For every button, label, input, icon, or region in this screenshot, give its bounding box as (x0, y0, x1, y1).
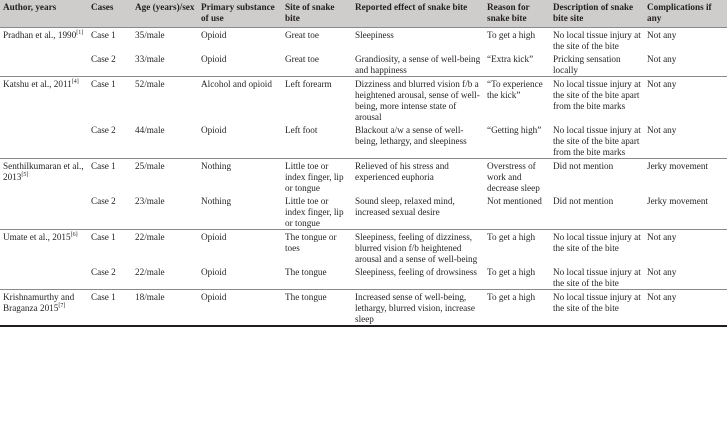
cell-case: Case 2 (91, 196, 116, 206)
cell-author (0, 52, 88, 77)
table-row (0, 230, 727, 266)
cell-case: Case 1 (88, 28, 132, 53)
table-row (0, 265, 727, 290)
author-text: Umate et al., 2015 (3, 232, 71, 242)
cell-complications: Not any (647, 267, 677, 277)
cell-age: 22/male (135, 267, 165, 277)
cell-case: Case 1 (88, 77, 132, 124)
cell-reason: Overstress of work and decrease sleep (484, 159, 550, 195)
cell-author (0, 290, 88, 327)
table-header-row (0, 0, 727, 28)
cell-substance: Opioid (201, 125, 227, 135)
cell-author (0, 77, 88, 124)
header-description: Description of snake bite site (550, 0, 644, 28)
cell-effect: Sleepiness, feeling of dizziness, blurred vision f/b heightened arousal and a sense of well-being (352, 230, 484, 266)
author-text: Katshu et al., 2011 (3, 79, 72, 89)
cell-author (0, 265, 88, 290)
author-reference: [1] (76, 29, 84, 36)
cell-description: No local tissue injury at the site of the bite apart from the bite marks (553, 125, 641, 157)
cell-substance: Opioid (201, 54, 227, 64)
cell-complications: Not any (644, 28, 727, 53)
cell-description: No local tissue injury at the site of the bite apart from the bite marks (550, 77, 644, 124)
table-row (0, 123, 727, 159)
cell-reason: “Extra kick” (487, 54, 534, 64)
cell-site: The tongue (282, 290, 352, 327)
cell-description: No local tissue injury at the site of the bite (550, 230, 644, 266)
author-reference: [4] (71, 78, 79, 85)
cell-substance: Nothing (198, 159, 282, 195)
cell-age: 25/male (132, 159, 198, 195)
cell-age: 23/male (135, 196, 165, 206)
cell-substance: Opioid (201, 267, 227, 277)
cell-site: The tongue (285, 267, 327, 277)
table-row (0, 159, 727, 195)
cell-case: Case 2 (91, 267, 116, 277)
cell-age: 33/male (135, 54, 165, 64)
cell-reason: To get a high (484, 28, 550, 53)
author-text: Senthilkumaran et al., 2013 (3, 161, 84, 182)
cell-reason: “Getting high” (487, 125, 542, 135)
author-reference: [5] (21, 171, 29, 178)
header-age: Age (years)/sex (132, 0, 198, 28)
cell-author (0, 28, 88, 53)
author-reference: [7] (58, 302, 66, 309)
header-reason: Reason for snake bite (484, 0, 550, 28)
cell-description: No local tissue injury at the site of the bite (550, 290, 644, 327)
cell-site: Left foot (285, 125, 318, 135)
cell-effect: Increased sense of well-being, lethargy, blurred vision, increase sleep (352, 290, 484, 327)
table-row (0, 77, 727, 124)
header-complications: Complications if any (644, 0, 727, 28)
cell-effect: Relieved of his stress and experienced euphoria (352, 159, 484, 195)
cell-age: 35/male (132, 28, 198, 53)
cell-substance: Opioid (198, 290, 282, 327)
cell-age: 52/male (132, 77, 198, 124)
cell-reason: To get a high (484, 230, 550, 266)
cell-complications: Not any (647, 54, 677, 64)
cell-complications: Jerky movement (647, 196, 708, 206)
cell-site: Great toe (282, 28, 352, 53)
cell-age: 22/male (132, 230, 198, 266)
author-reference: [6] (70, 231, 78, 238)
cell-site: Left forearm (282, 77, 352, 124)
cell-site: Great toe (285, 54, 319, 64)
author-text: Pradhan et al., 1990 (3, 30, 77, 40)
cell-effect: Sound sleep, relaxed mind, increased sexual desire (355, 196, 455, 217)
cell-description: No local tissue injury at the site of the bite (553, 267, 641, 288)
cell-case: Case 1 (88, 290, 132, 327)
header-site: Site of snake bite (282, 0, 352, 28)
cell-author (0, 230, 88, 266)
cell-complications: Not any (644, 77, 727, 124)
cell-author (0, 194, 88, 230)
header-author: Author, years (0, 0, 88, 28)
cell-description: No local tissue injury at the site of the bite (550, 28, 644, 53)
cell-reason: “To experience the kick” (484, 77, 550, 124)
cell-description: Did not mention (550, 159, 644, 195)
cell-complications: Jerky movement (644, 159, 727, 195)
cell-reason: To get a high (484, 290, 550, 327)
cell-description: Did not mention (553, 196, 614, 206)
table-row (0, 52, 727, 77)
cell-substance: Nothing (201, 196, 232, 206)
cell-site: The tongue or toes (282, 230, 352, 266)
header-substance: Primary substance of use (198, 0, 282, 28)
cell-substance: Opioid (198, 230, 282, 266)
author-text: Krishnamurthy and Braganza 2015 (3, 292, 75, 313)
cell-complications: Not any (647, 125, 677, 135)
cell-case: Case 1 (88, 159, 132, 195)
table-row (0, 194, 727, 230)
cell-reason: To get a high (487, 267, 536, 277)
cell-substance: Opioid (198, 28, 282, 53)
cell-complications: Not any (644, 230, 727, 266)
cell-author (0, 159, 88, 195)
cell-substance: Alcohol and opioid (198, 77, 282, 124)
cell-case: Case 1 (88, 230, 132, 266)
cell-effect: Sleepiness (352, 28, 484, 53)
cell-author (0, 123, 88, 159)
cell-complications: Not any (644, 290, 727, 327)
cell-effect: Blackout a/w a sense of well-being, lethargy, and sleepiness (355, 125, 467, 146)
cell-effect: Grandiosity, a sense of well-being and happiness (355, 54, 481, 75)
cell-reason: Not mentioned (487, 196, 542, 206)
table-row (0, 28, 727, 53)
cell-age: 44/male (135, 125, 165, 135)
header-effect: Reported effect of snake bite (352, 0, 484, 28)
cell-case: Case 2 (91, 54, 116, 64)
table-row (0, 290, 727, 327)
cell-description: Pricking sensation locally (553, 54, 621, 75)
cell-case: Case 2 (91, 125, 116, 135)
cell-effect: Dizziness and blurred vision f/b a heightened arousal, sense of well-being, more intense state of arousal (352, 77, 484, 124)
cell-site: Little toe or index finger, lip or tongue (285, 196, 344, 228)
cell-site: Little toe or index finger, lip or tongue (282, 159, 352, 195)
cell-effect: Sleepiness, feeling of drowsiness (355, 267, 477, 277)
cell-age: 18/male (132, 290, 198, 327)
header-cases: Cases (88, 0, 132, 28)
